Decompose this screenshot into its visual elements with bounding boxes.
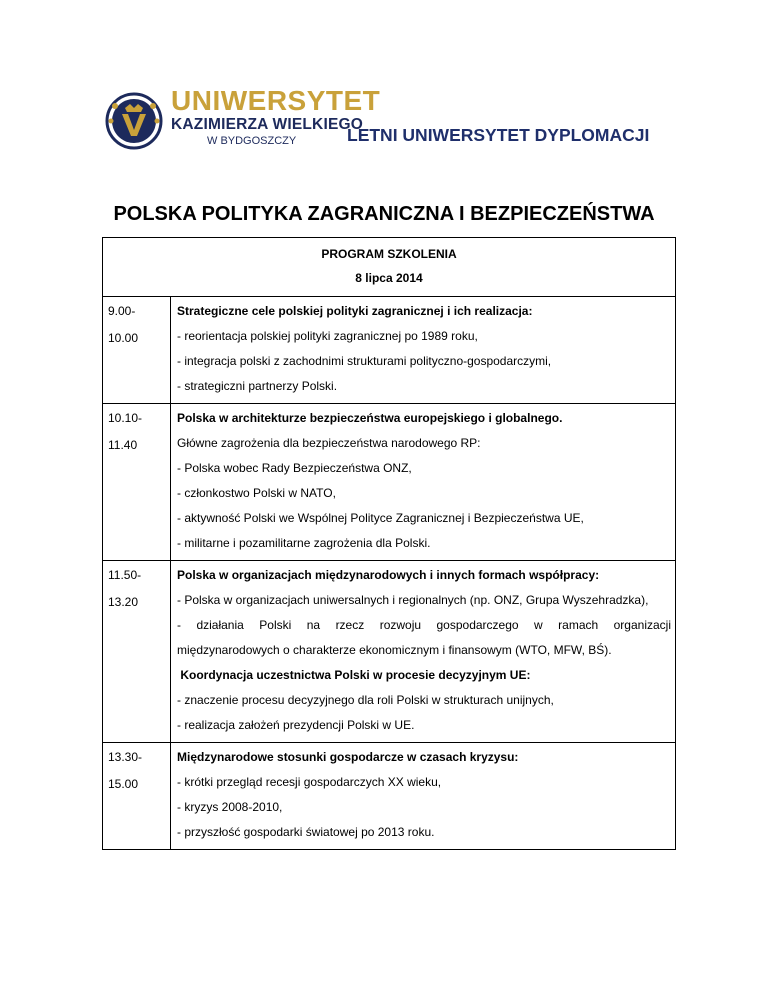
session-row [103,404,676,561]
session-end: 13.20 [108,595,139,609]
session-time [103,404,171,561]
session-subtopic: Koordynacja uczestnictwa Polski w procesie decyzyjnym UE: [177,668,531,682]
logo-university-word: UNIWERSYTET [171,85,381,116]
session-point: - militarne i pozamilitarne zagrożenia dla Polski. [177,536,431,550]
program-name: LETNI UNIWERSYTET DYPLOMACJI [347,125,650,145]
session-point: - Polska w organizacjach uniwersalnych i regionalnych (np. ONZ, Grupa Wyszehradzka), [177,593,649,607]
session-start: 9.00- [108,304,136,318]
session-row [103,743,676,850]
session-point: - realizacja założeń prezydencji Polski w UE. [177,718,415,732]
session-end: 10.00 [108,331,139,345]
session-topic: Polska w organizacjach międzynarodowych i innych formach współpracy: [177,568,600,582]
session-point: - przyszłość gospodarki światowej po 2013 roku. [177,825,435,839]
session-point: - integracja polski z zachodnimi strukturami polityczno-gospodarczymi, [177,354,552,368]
session-point: Główne zagrożenia dla bezpieczeństwa narodowego RP: [177,436,481,450]
session-topic: Strategiczne cele polskiej polityki zagranicznej i ich realizacja: [177,304,533,318]
session-point: - działania Polski na rzecz rozwoju gospodarczego w ramach organizacji [177,618,671,632]
session-start: 11.50- [108,568,142,582]
program-heading: PROGRAM SZKOLENIA [321,247,457,261]
session-row [103,561,676,743]
session-content [171,404,676,561]
logo-university-city: W BYDGOSZCZY [207,135,297,147]
session-point: - członkostwo Polski w NATO, [177,486,336,500]
university-crest-icon [103,92,165,150]
session-point: - kryzys 2008-2010, [177,800,283,814]
session-point: międzynarodowych o charakterze ekonomicznym i finansowym (WTO, MFW, BŚ). [177,643,612,657]
page-title: POLSKA POLITYKA ZAGRANICZNA I BEZPIECZEŃSTWA [113,203,655,225]
table-heading-cell [103,238,676,297]
session-content [171,297,676,404]
session-point: - aktywność Polski we Wspólnej Polityce Zagranicznej i Bezpieczeństwa UE, [177,511,584,525]
table-heading-row [103,238,676,297]
session-time [103,743,171,850]
university-logo [103,85,381,152]
session-end: 15.00 [108,777,139,791]
logo-university-name: KAZIMIERZA WIELKIEGO [171,116,363,133]
session-point: - znaczenie procesu decyzyjnego dla roli Polski w strukturach unijnych, [177,693,554,707]
program-date: 8 lipca 2014 [355,271,423,285]
session-point: - reorientacja polskiej polityki zagranicznej po 1989 roku, [177,329,478,343]
session-time [103,561,171,743]
session-row [103,297,676,404]
session-start: 10.10- [108,411,143,425]
program-table [102,237,676,850]
session-end: 11.40 [108,438,138,452]
session-content [171,743,676,850]
session-point: - strategiczni partnerzy Polski. [177,379,338,393]
session-point: - krótki przegląd recesji gospodarczych XX wieku, [177,775,442,789]
session-start: 13.30- [108,750,143,764]
session-content [171,561,676,743]
session-point: - Polska wobec Rady Bezpieczeństwa ONZ, [177,461,412,475]
session-time [103,297,171,404]
session-topic: Międzynarodowe stosunki gospodarcze w czasach kryzysu: [177,750,519,764]
session-topic: Polska w architekturze bezpieczeństwa europejskiego i globalnego. [177,411,563,425]
